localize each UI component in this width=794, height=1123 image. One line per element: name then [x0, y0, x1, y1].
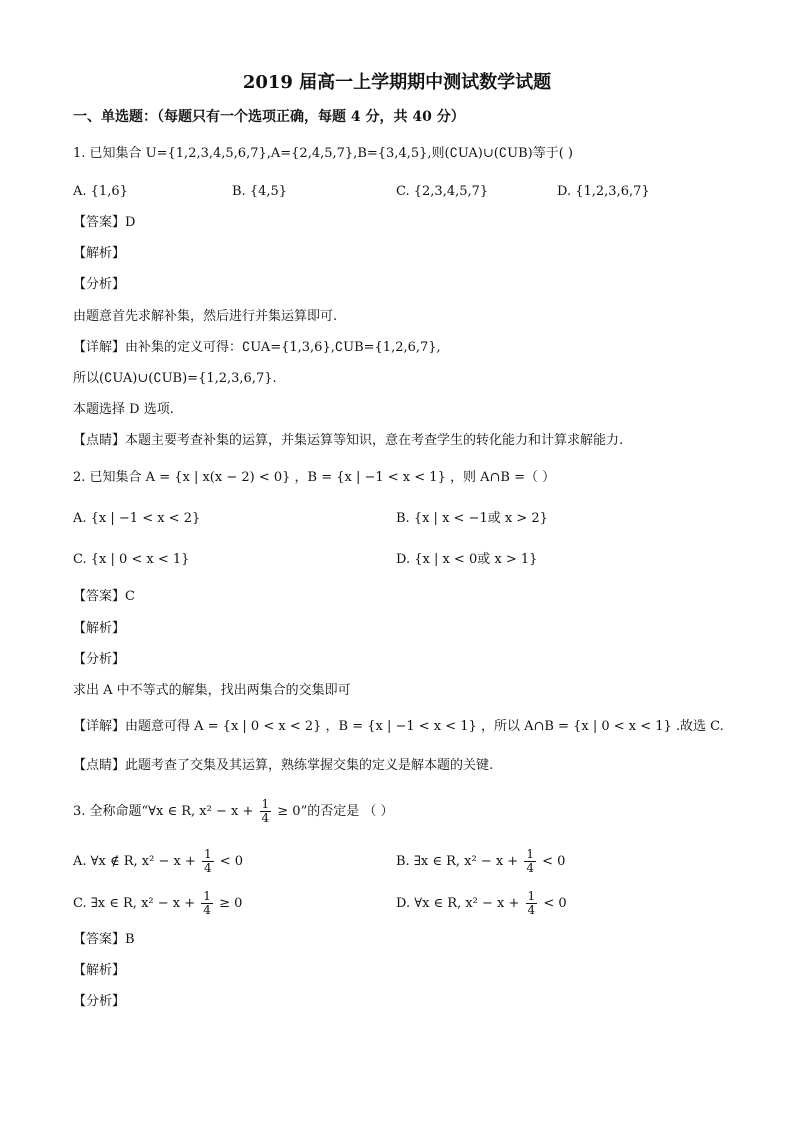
fraction-denominator: 4	[261, 811, 270, 825]
q1-detail-2: 所以(∁UA)∪(∁UB)={1,2,3,6,7}.	[73, 371, 277, 386]
q3-option-b	[396, 845, 565, 879]
q1-stem: 1. 已知集合 U={1,2,3,4,5,6,7},A={2,4,5,7},B={3,4,5},则(∁UA)∪(∁UB)等于( )	[73, 146, 573, 161]
q1-answer: 【答案】D	[73, 215, 136, 230]
q3-stem	[73, 795, 394, 829]
q2-detail: 【详解】由题意可得 A = {x | 0 < x < 2} ，B = {x | −1 < x < 1} ，所以 A∩B = {x | 0 < x < 1} .故选 C.	[73, 719, 724, 734]
q1-option-c: C. {2,3,4,5,7}	[396, 184, 489, 199]
q2-stem: 2. 已知集合 A = {x | x(x − 2) < 0} ，B = {x | −1 < x < 1} ，则 A∩B =（ ）	[73, 470, 556, 485]
q3-option-c	[73, 887, 242, 921]
fraction-numerator: 1	[203, 889, 211, 903]
q2-answer: 【答案】C	[73, 589, 135, 604]
q3-option-d	[396, 887, 567, 921]
fraction-denominator: 4	[203, 903, 211, 917]
fraction-denominator: 4	[526, 861, 534, 875]
q1-detail-3: 本题选择 D 选项.	[73, 402, 174, 417]
q1-option-a: A. {1,6}	[73, 184, 128, 199]
q2-fenxi-text: 求出 A 中不等式的解集，找出两集合的交集即可	[73, 683, 351, 698]
q3-stem-pre: 3. 全称命题“∀x ∈ R, x² − x +	[73, 804, 254, 819]
section-heading: 一、单选题：（每题只有一个选项正确，每题 4 分，共 40 分）	[73, 109, 465, 125]
q3-analysis-label: 【解析】	[73, 963, 126, 978]
q2-fenxi-label: 【分析】	[73, 652, 126, 667]
q3-stem-post: ≥ 0”的否定是 （ ）	[277, 804, 394, 819]
q2-option-d: D. {x | x < 0或 x > 1}	[396, 552, 538, 567]
q2-option-a: A. {x | −1 < x < 2}	[73, 511, 201, 526]
q3-option-a-pre: A. ∀x ∉ R, x² − x +	[73, 854, 196, 869]
q3-option-c-fraction	[201, 890, 213, 917]
fraction-numerator: 1	[527, 889, 536, 903]
q2-analysis-label: 【解析】	[73, 621, 126, 636]
q2-comment: 【点睛】此题考查了交集及其运算，熟练掌握交集的定义是解本题的关键.	[73, 758, 494, 773]
q1-fenxi-label: 【分析】	[73, 277, 126, 292]
q3-option-d-fraction	[526, 890, 538, 917]
q3-option-a-fraction	[202, 848, 214, 875]
q1-comment: 【点睛】本题主要考查补集的运算，并集运算等知识，意在考查学生的转化能力和计算求解能力.	[73, 433, 624, 448]
fraction-numerator: 1	[261, 797, 270, 811]
q1-option-d: D. {1,2,3,6,7}	[557, 184, 650, 199]
fraction-denominator: 4	[203, 861, 212, 875]
fraction-numerator: 1	[526, 847, 534, 861]
q2-option-c: C. {x | 0 < x < 1}	[73, 552, 190, 567]
q3-option-c-pre: C. ∃x ∈ R, x² − x +	[73, 896, 196, 911]
fraction-denominator: 4	[527, 903, 536, 917]
q3-option-a	[73, 845, 243, 879]
q3-stem-fraction	[260, 798, 272, 825]
q3-option-b-post: < 0	[542, 854, 566, 869]
q3-answer: 【答案】B	[73, 932, 135, 947]
q3-option-d-post: < 0	[543, 896, 567, 911]
q1-option-b: B. {4,5}	[232, 184, 288, 199]
q2-option-b: B. {x | x < −1或 x > 2}	[396, 511, 548, 526]
q1-detail-1: 【详解】由补集的定义可得：∁UA={1,3,6},∁UB={1,2,6,7},	[73, 340, 441, 355]
fraction-numerator: 1	[203, 847, 212, 861]
q3-option-c-post: ≥ 0	[219, 896, 243, 911]
q1-fenxi-text: 由题意首先求解补集，然后进行并集运算即可.	[73, 309, 338, 324]
q3-option-a-post: < 0	[219, 854, 244, 869]
q3-option-b-fraction	[524, 848, 536, 875]
q3-fenxi-label: 【分析】	[73, 994, 126, 1009]
page-title: 2019 届高一上学期期中测试数学试题	[242, 72, 552, 93]
q1-analysis-label: 【解析】	[73, 246, 126, 261]
q3-option-d-pre: D. ∀x ∈ R, x² − x +	[396, 896, 520, 911]
q3-option-b-pre: B. ∃x ∈ R, x² − x +	[396, 854, 519, 869]
